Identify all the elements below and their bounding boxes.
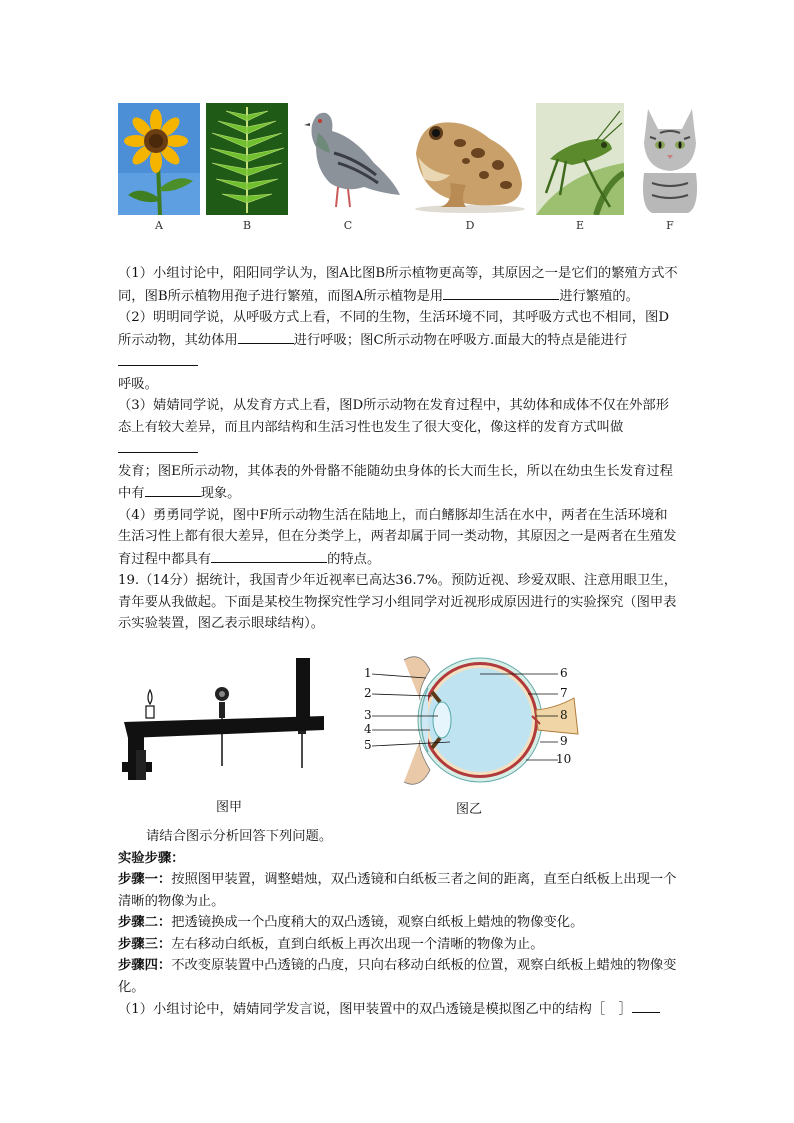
step-1: 步骤一：按照图甲装置，调整蜡烛，双凸透镜和白纸板三者之间的距离，直至白纸板上出现一个清晰的物像为止。	[118, 872, 677, 909]
question-2: （2）明明同学说，从呼吸方式上看，不同的生物，生活环境不同，其呼吸方式也不相同，图D所示动物，其幼体用 进行呼吸；图C所示动物在呼吸方.面最大的特点是能进行 呼吸。	[118, 310, 669, 392]
answer-blank-3[interactable]	[118, 351, 198, 366]
answer-blank-5[interactable]	[145, 482, 201, 497]
caption-d: D	[465, 219, 475, 232]
eyeball-structure-diagram	[360, 650, 580, 790]
answer-blank-1[interactable]	[443, 285, 559, 300]
cat-image	[630, 103, 710, 215]
caption-e: E	[575, 219, 585, 232]
question-block-18	[118, 263, 678, 635]
experiment-figures	[118, 650, 588, 820]
eye-label-2: 2	[364, 686, 372, 700]
figure-yi-caption: 图乙	[456, 802, 483, 817]
eye-label-1: 1	[364, 666, 372, 680]
grasshopper-image	[536, 103, 624, 215]
instruction: 请结合图示分析回答下列问题。	[146, 829, 333, 844]
caption-b: B	[242, 219, 252, 232]
eye-label-7: 7	[560, 686, 568, 700]
steps-title: 实验步骤：	[118, 850, 185, 866]
question-4: （4）勇勇同学说，图中F所示动物生活在陆地上，而白鳍豚却生活在水中，两者在生活环境和生活习性上都有很大差异，但在分类学上，两者却属于同一类动物，其原因之一是两者在生殖发育过程中都具有 的特点。	[118, 507, 677, 567]
experiment-steps	[118, 826, 678, 1021]
question-1: （1）小组讨论中，阳阳同学认为，图A比图B所示植物更高等，其原因之一是它们的繁殖方式不同，图B所示植物用孢子进行繁殖，而图A所示植物是用 进行繁殖的。	[118, 266, 678, 304]
eye-label-3: 3	[364, 708, 372, 722]
answer-blank-7[interactable]	[632, 998, 660, 1013]
step-3: 步骤三：左右移动白纸板，直到白纸板上再次出现一个清晰的物像为止。	[118, 936, 544, 952]
eye-label-5: 5	[364, 738, 372, 752]
fern-image	[206, 103, 288, 215]
eye-label-4: 4	[364, 722, 372, 736]
caption-c: C	[343, 219, 353, 232]
step-2: 步骤二：把透镜换成一个凸度稍大的双凸透镜，观察白纸板上蜡烛的物像变化。	[118, 915, 584, 930]
sunflower-image	[118, 103, 200, 215]
question-3: （3）婧婧同学说，从发育方式上看，图D所示动物在发育过程中，其幼体和成体不仅在外部形态上有较大差异，而且内部结构和生活习性也发生了很大变化，像这样的发育方式叫做 发育；图E所示动物，其体表的外骨骼不能随幼虫身体的长大而生长，所以在幼虫生长发育过程中有 现象。	[118, 398, 673, 501]
question-19-1: （1）小组讨论中，婧婧同学发言说，图甲装置中的双凸透镜是模拟图乙中的结构［ ］	[118, 998, 678, 1021]
eye-label-8: 8	[560, 708, 568, 722]
eye-label-6: 6	[560, 666, 568, 680]
caption-f: F	[666, 219, 674, 232]
answer-blank-2[interactable]	[238, 329, 294, 344]
eye-label-10: 10	[556, 752, 572, 766]
organism-photos	[118, 103, 710, 238]
optical-bench-diagram	[118, 650, 338, 790]
figure-jia-caption: 图甲	[216, 800, 243, 815]
answer-blank-4[interactable]	[118, 438, 198, 453]
answer-blank-6[interactable]	[211, 548, 327, 563]
caption-a: A	[155, 219, 163, 232]
pigeon-image	[294, 103, 402, 215]
step-4: 步骤四：不改变原装置中凸透镜的凸度，只向右移动白纸板的位置，观察白纸板上蜡烛的物像变化。	[118, 958, 677, 995]
frog-image	[410, 113, 530, 213]
question-19-intro: 19.（14分）据统计，我国青少年近视率已高达36.7%。预防近视、珍爱双眼、注意用眼卫生，青年要从我做起。下面是某校生物探究性学习小组同学对近视形成原因进行的实验探究（图甲表示实验装置，图乙表示眼球结构）。	[118, 573, 677, 631]
eye-label-9: 9	[560, 734, 568, 748]
